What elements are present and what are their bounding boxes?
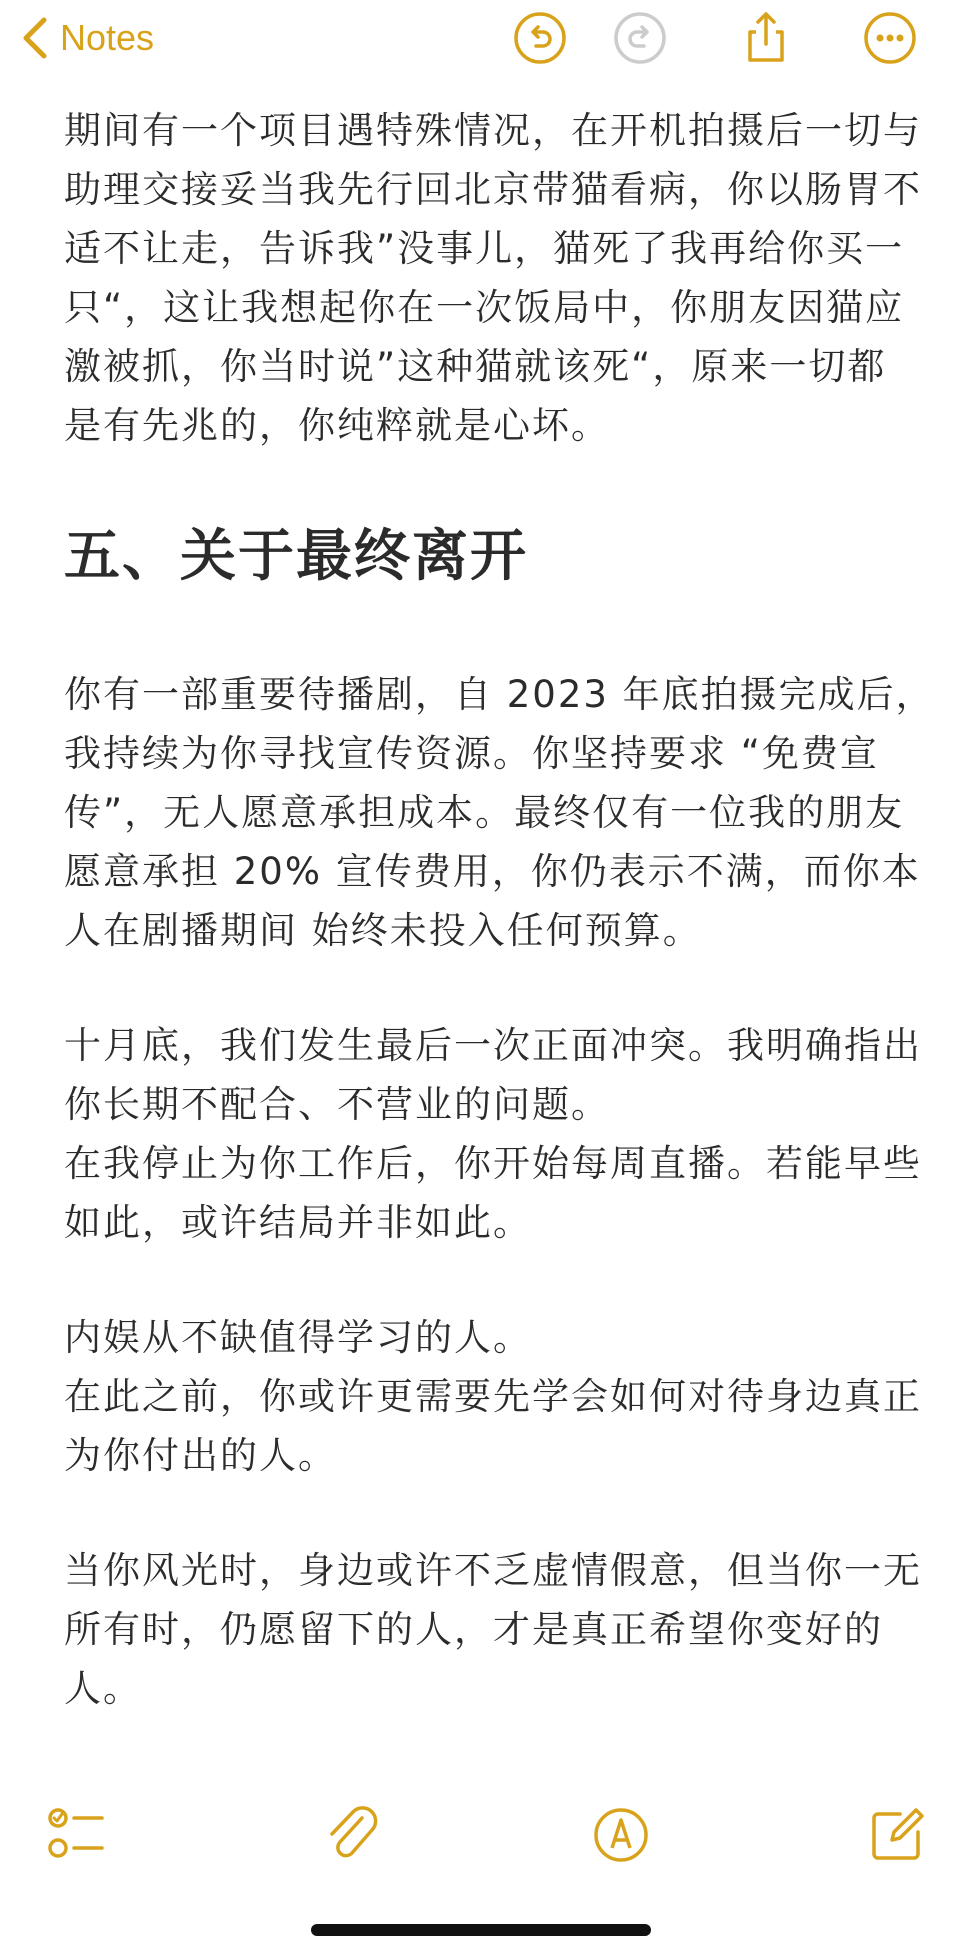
text-line: 十月底，我们发生最后一次正面冲突。我明确指出 <box>64 1024 922 1067</box>
text-line: 助理交接妥当我先行回北京带猫看病，你以肠胃不 <box>64 168 922 211</box>
note-paragraph <box>64 101 922 455</box>
redo-button[interactable] <box>612 10 668 66</box>
share-button[interactable] <box>738 10 794 66</box>
undo-icon <box>512 10 568 66</box>
text-line: 适不让走，告诉我”没事儿，猫死了我再给你买一 <box>64 227 905 270</box>
text-line: 在此之前，你或许更需要先学会如何对待身边真正 <box>64 1375 922 1418</box>
text-line: 愿意承担 20% 宣传费用，你仍表示不满，而你本 <box>64 850 921 893</box>
text-line: 期间有一个项目遇特殊情况，在开机拍摄后一切与 <box>64 109 922 152</box>
redo-icon <box>612 10 668 66</box>
text-line: 你有一部重要待播剧，自 2023 年底拍摄完成后， <box>64 673 935 716</box>
text-line: 你长期不配合、不营业的问题。 <box>64 1083 610 1126</box>
checklist-icon <box>46 1804 108 1866</box>
share-icon <box>738 10 794 66</box>
nav-bar <box>0 0 960 80</box>
note-body[interactable] <box>64 90 935 1718</box>
text-line: 内娱从不缺值得学习的人。 <box>64 1316 532 1359</box>
attachment-button[interactable] <box>322 1804 384 1866</box>
text-line: 只“，这让我想起你在一次饭局中，你朋友因猫应 <box>64 286 905 329</box>
text-line: 为你付出的人。 <box>64 1434 337 1477</box>
note-paragraph <box>64 665 935 960</box>
text-line: 当你风光时，身边或许不乏虚情假意，但当你一无 <box>64 1549 922 1592</box>
markup-button[interactable] <box>590 1804 652 1866</box>
text-line: 人。 <box>64 1667 142 1710</box>
more-icon <box>862 10 918 66</box>
home-indicator[interactable] <box>311 1924 651 1936</box>
note-paragraph <box>64 1308 922 1485</box>
compose-button[interactable] <box>866 1804 928 1866</box>
compose-icon <box>866 1804 928 1866</box>
undo-button[interactable] <box>512 10 568 66</box>
text-line: 传”，无人愿意承担成本。最终仅有一位我的朋友 <box>64 791 905 834</box>
back-button[interactable] <box>22 10 154 66</box>
text-line: 在我停止为你工作后，你开始每周直播。若能早些 <box>64 1142 922 1185</box>
note-paragraph <box>64 1541 922 1718</box>
markup-pen-icon <box>590 1804 652 1866</box>
section-heading: 五、关于最终离开 <box>64 524 528 589</box>
text-line: 所有时，仍愿留下的人，才是真正希望你变好的 <box>64 1608 883 1651</box>
text-line: 激被抓，你当时说”这种猫就该死“，原来一切都 <box>64 345 887 388</box>
more-button[interactable] <box>862 10 918 66</box>
text-line: 我持续为你寻找宣传资源。你坚持要求 “免费宣 <box>64 732 879 775</box>
bottom-toolbar <box>0 1800 960 1870</box>
note-paragraph <box>64 1016 922 1252</box>
back-label: Notes <box>60 17 155 58</box>
text-line: 人在剧播期间 始终未投入任何预算。 <box>64 909 702 952</box>
text-line: 是有先兆的，你纯粹就是心坏。 <box>64 404 610 447</box>
chevron-left-icon <box>22 16 48 60</box>
paperclip-icon <box>322 1804 384 1866</box>
text-line: 如此，或许结局并非如此。 <box>64 1201 532 1244</box>
checklist-button[interactable] <box>46 1804 108 1866</box>
